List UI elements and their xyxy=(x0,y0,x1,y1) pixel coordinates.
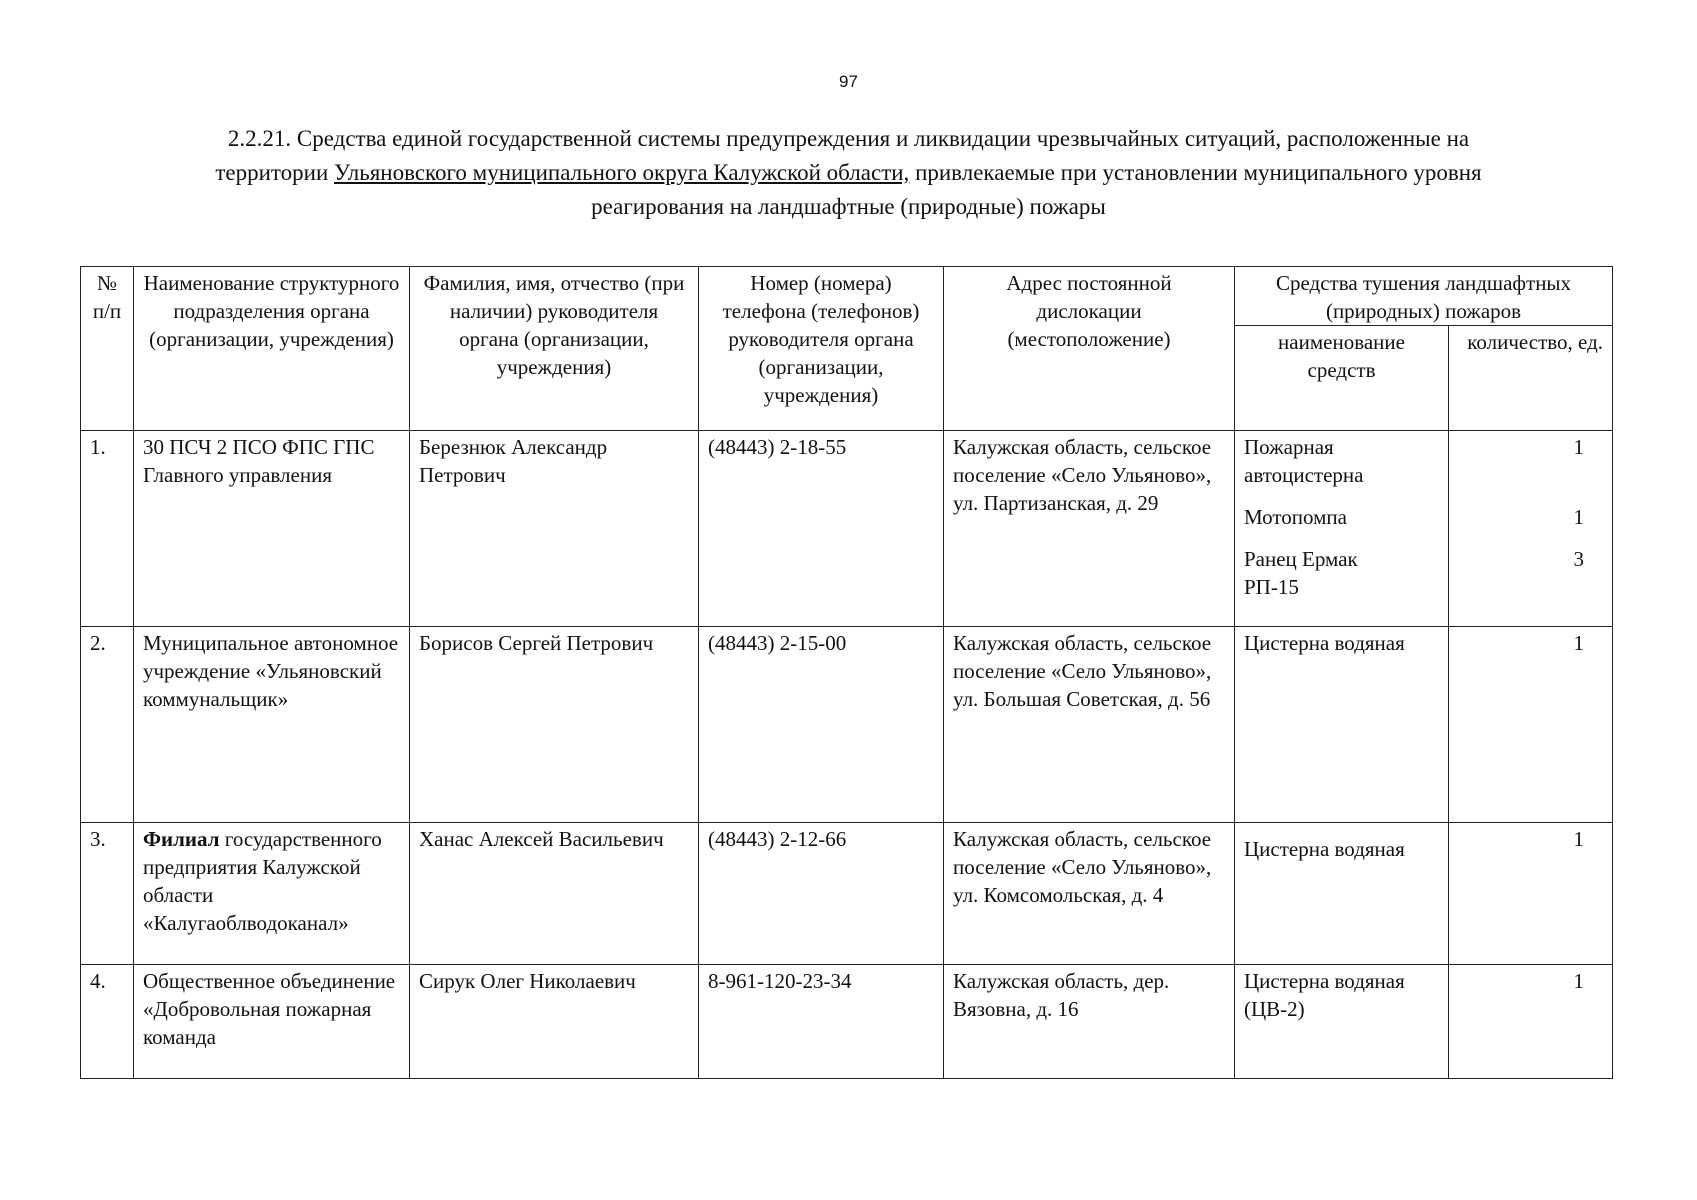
row-unit: Муниципальное автономное учреждение «Ульяновский коммунальщик» xyxy=(134,627,410,823)
row-means-names xyxy=(1235,627,1449,823)
table-row xyxy=(81,627,1613,823)
means-name: Ранец Ермак РП-15 xyxy=(1244,547,1358,599)
document-title xyxy=(110,122,1587,224)
row-phone: (48443) 2-15-00 xyxy=(699,627,944,823)
page-number: 97 xyxy=(839,72,858,91)
title-line-2 xyxy=(110,156,1587,190)
row-means-qty xyxy=(1449,431,1613,627)
row-unit: Общественное объединение «Добровольная пожарная команда xyxy=(134,965,410,1079)
row-phone: (48443) 2-18-55 xyxy=(699,431,944,627)
title-line-3: реагирования на ландшафтные (природные) пожары xyxy=(591,194,1106,219)
means-qty: 3 xyxy=(1573,547,1585,571)
row-number: 3. xyxy=(81,823,134,965)
title-line-2-territory: Ульяновского муниципального округа Калужской области, xyxy=(334,160,910,185)
means-qty: 1 xyxy=(1573,827,1585,851)
header-means-qty: количество, ед. xyxy=(1449,326,1613,431)
row-means-names xyxy=(1235,823,1449,965)
row-head-name: Березнюк Александр Петрович xyxy=(410,431,699,627)
row-phone: (48443) 2-12-66 xyxy=(699,823,944,965)
header-means-name: наименование средств xyxy=(1235,326,1449,431)
row-head-name: Ханас Алексей Васильевич xyxy=(410,823,699,965)
table-row xyxy=(81,965,1613,1079)
row-head-name: Борисов Сергей Петрович xyxy=(410,627,699,823)
title-line-1: 2.2.21. Средства единой государственной системы предупреждения и ликвидации чрезвычайных ситуаций, расположенные на xyxy=(227,126,1470,151)
title-line-2-prefix: территории xyxy=(215,160,335,185)
row-address: Калужская область, сельское поселение «Село Ульяново», ул. Большая Советская, д. 56 xyxy=(944,627,1235,823)
row-unit-rest: государственного предприятия Калужской области «Калугаоблводоканал» xyxy=(143,827,382,935)
means-name: Мотопомпа xyxy=(1244,505,1347,529)
row-address: Калужская область, сельское поселение «Село Ульяново», ул. Комсомольская, д. 4 xyxy=(944,823,1235,965)
header-num: № п/п xyxy=(81,267,134,431)
row-number: 1. xyxy=(81,431,134,627)
row-number: 4. xyxy=(81,965,134,1079)
row-unit: 30 ПСЧ 2 ПСО ФПС ГПС Главного управления xyxy=(134,431,410,627)
means-name: Цистерна водяная (ЦВ-2) xyxy=(1244,969,1405,1021)
means-qty: 1 xyxy=(1573,631,1585,655)
header-row-1 xyxy=(81,267,1613,326)
means-name: Пожарная автоцистерна xyxy=(1244,435,1364,487)
table-row xyxy=(81,431,1613,627)
header-phone: Номер (номера) телефона (телефонов) руководителя органа (организации, учреждения) xyxy=(699,267,944,431)
means-qty: 1 xyxy=(1573,435,1585,459)
means-qty: 1 xyxy=(1573,969,1585,993)
row-means-qty xyxy=(1449,965,1613,1079)
means-name: Цистерна водяная xyxy=(1244,631,1405,655)
row-address: Калужская область, сельское поселение «Село Ульяново», ул. Партизанская, д. 29 xyxy=(944,431,1235,627)
header-address: Адрес постоянной дислокации (местоположение) xyxy=(944,267,1235,431)
table-row xyxy=(81,823,1613,965)
means-name: Цистерна водяная xyxy=(1244,837,1405,861)
header-unit: Наименование структурного подразделения органа (организации, учреждения) xyxy=(134,267,410,431)
row-unit-bold: Филиал xyxy=(143,827,220,851)
row-address: Калужская область, дер. Вязовна, д. 16 xyxy=(944,965,1235,1079)
row-phone: 8-961-120-23-34 xyxy=(699,965,944,1079)
header-means-group: Средства тушения ландшафтных (природных) пожаров xyxy=(1235,267,1613,326)
row-means-qty xyxy=(1449,627,1613,823)
row-head-name: Сирук Олег Николаевич xyxy=(410,965,699,1079)
row-means-names xyxy=(1235,965,1449,1079)
row-means-names xyxy=(1235,431,1449,627)
row-means-qty xyxy=(1449,823,1613,965)
title-line-2-suffix: привлекаемые при установлении муниципального уровня xyxy=(909,160,1482,185)
row-number: 2. xyxy=(81,627,134,823)
header-head-name: Фамилия, имя, отчество (при наличии) руководителя органа (организации, учреждения) xyxy=(410,267,699,431)
resources-table xyxy=(80,266,1613,1079)
row-unit xyxy=(134,823,410,965)
means-qty: 1 xyxy=(1573,505,1585,529)
